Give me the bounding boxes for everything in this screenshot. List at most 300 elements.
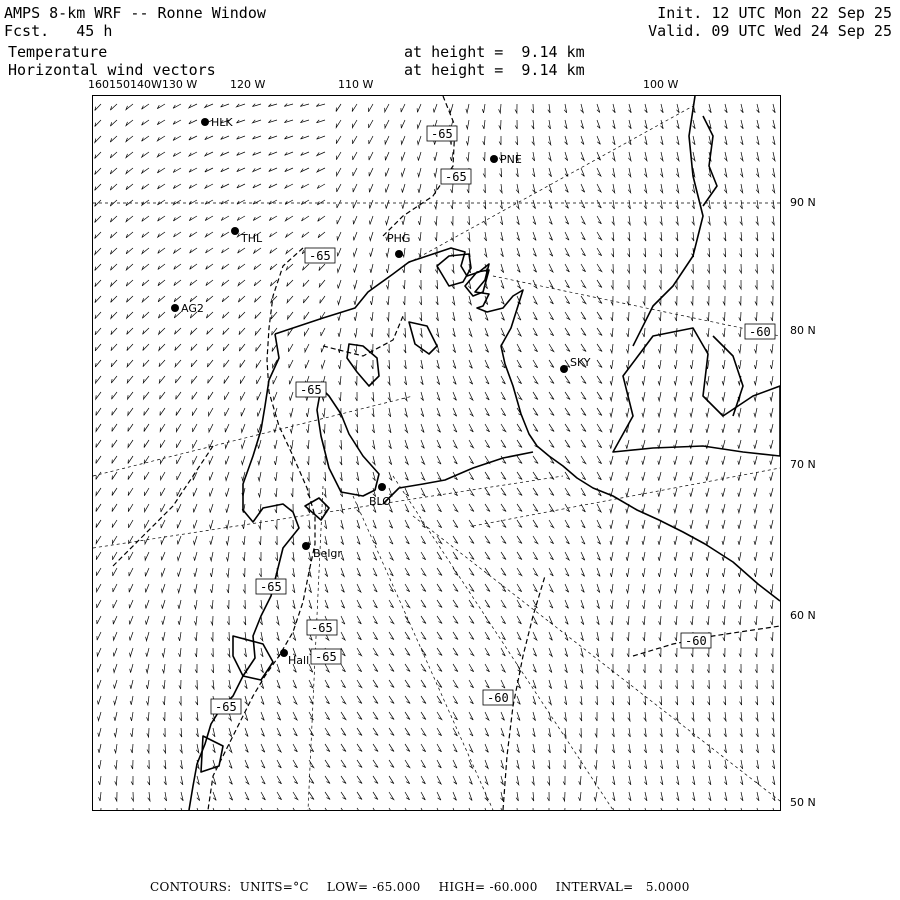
wind-arrow [724,760,727,769]
wind-arrow [533,312,537,320]
wind-arrow [126,152,133,158]
wind-arrow [421,712,426,720]
wind-arrow [658,472,661,481]
wind-arrow [369,168,373,176]
wind-arrow [189,104,197,108]
wind-arrow [309,696,313,704]
wind-arrow [772,248,774,257]
wind-arrow [484,248,487,257]
wind-arrow [580,712,582,721]
wind-arrow [157,104,165,109]
wind-arrow [532,168,535,177]
wind-arrow [157,152,165,157]
wind-arrow [274,472,277,481]
wind-arrow [253,168,261,172]
wind-arrow [389,728,394,735]
wind-arrow [565,296,570,304]
wind-arrow [261,744,265,752]
wind-arrow [706,408,709,417]
wind-arrow [357,808,362,811]
contour-label: -60 [749,325,771,339]
wind-arrow [254,264,261,270]
wind-arrow [755,280,757,289]
wind-arrow [453,552,458,560]
wind-arrow [549,632,552,640]
wind-arrow [627,664,629,673]
wind-arrow [597,584,600,593]
wind-arrow [221,104,229,107]
wind-arrow [691,680,693,689]
wind-arrow [180,728,182,737]
wind-arrow [533,696,536,705]
wind-arrow [658,376,661,385]
wind-arrow [611,328,613,337]
wind-arrow [706,456,709,465]
wind-arrow [277,776,282,784]
wind-arrow [549,280,553,288]
wind-arrow [115,760,118,769]
wind-arrow [642,552,645,561]
wind-arrow [421,392,424,401]
wind-arrow [142,296,149,302]
wind-arrow [353,152,357,160]
wind-arrow [579,760,581,769]
wind-arrow [500,168,502,177]
wind-arrow [405,776,410,784]
wind-arrow [453,488,458,496]
wind-arrow [450,152,453,161]
wind-arrow [549,168,552,177]
wind-arrow [420,360,423,369]
wind-arrow [95,152,101,159]
wind-arrow [145,600,149,609]
wind-arrow [437,600,442,607]
wind-arrow [317,168,325,172]
wind-arrow [164,808,167,811]
wind-arrow [724,248,726,257]
wind-arrow [691,280,693,289]
wind-arrow [293,616,296,625]
wind-arrow [644,200,646,209]
wind-arrow [212,680,214,689]
wind-arrow [300,104,309,107]
station-label-ag2: AG2 [181,302,204,315]
wind-arrow [389,440,392,449]
wind-arrow [485,360,489,368]
wind-arrow [533,632,537,640]
wind-arrow [353,248,357,257]
wind-arrow [724,728,726,737]
wind-arrow [276,600,279,609]
wind-arrow [612,744,615,753]
wind-arrow [706,488,709,497]
wind-arrow [533,536,538,544]
wind-arrow [96,456,101,463]
wind-arrow [434,168,437,177]
wind-arrow [205,200,213,204]
wind-arrow [323,456,325,465]
wind-arrow [340,504,343,513]
wind-arrow [158,280,165,286]
wind-arrow [274,456,277,465]
wind-arrow [565,616,568,624]
wind-arrow [177,440,182,448]
wind-arrow [451,184,453,193]
wind-arrow [325,728,330,736]
wind-arrow [243,568,245,577]
wind-arrow [405,696,410,703]
wind-arrow [341,536,344,545]
wind-arrow [229,728,232,737]
wind-arrow [341,696,346,704]
wind-arrow [325,744,330,752]
wind-arrow [676,776,679,785]
wind-arrow [353,136,358,144]
wind-arrow [722,504,725,513]
wind-arrow [643,280,645,289]
wind-arrow [501,520,506,527]
wind-arrow [301,184,309,188]
wind-arrow [417,104,421,112]
wind-arrow [517,264,520,272]
wind-arrow [610,552,613,561]
wind-arrow [129,616,133,624]
wind-arrow [159,360,165,367]
wind-arrow [739,600,742,609]
wind-arrow [193,488,197,496]
wind-arrow [739,280,741,289]
wind-arrow [707,600,710,609]
wind-arrow [644,232,646,241]
wind-arrow [144,424,149,432]
wind-arrow [549,296,553,304]
wind-arrow [255,328,261,335]
wind-arrow [628,168,631,177]
contour-label: -65 [431,127,453,141]
wind-arrow [452,264,454,273]
wind-arrow [469,328,472,337]
wind-arrow [404,360,406,369]
wind-arrow [115,808,117,811]
wind-arrow [469,408,473,416]
wind-arrow [277,808,282,811]
wind-arrow [340,472,342,481]
wind-arrow [517,392,522,400]
wind-arrow [581,568,585,576]
wind-arrow [581,328,586,336]
wind-arrow [549,248,553,256]
wind-arrow [357,632,361,640]
wind-arrow [723,648,725,657]
wind-arrow [114,728,117,737]
wind-arrow [453,648,458,656]
wind-arrow [706,472,709,481]
wind-arrow [597,120,600,128]
wind-arrow [485,312,488,321]
lon-label-160-130w: 160150140W130 W [88,78,198,91]
island-outline [713,336,743,416]
wind-arrow [453,376,456,384]
wind-arrow [597,440,602,448]
wind-arrow [533,184,536,193]
wind-arrow [741,120,744,129]
wind-arrow [110,136,117,142]
wind-arrow [738,408,741,417]
wind-arrow [756,152,759,161]
wind-arrow [501,552,506,560]
wind-arrow [610,392,613,401]
wind-arrow [485,680,489,688]
wind-arrow [469,696,473,704]
wind-arrow [309,792,314,800]
contour-minus-65 [113,446,213,566]
wind-arrow [437,440,441,448]
wind-arrow [405,408,408,417]
wind-arrow [516,200,519,209]
wind-arrow [147,744,149,753]
wind-arrow [453,424,457,432]
wind-arrow [190,296,197,302]
map-header-left [4,4,266,40]
ice-rise-outline [409,322,437,354]
wind-arrow [565,216,569,224]
wind-arrow [756,248,758,257]
wind-arrow [501,744,504,753]
wind-arrow [113,552,118,560]
wind-arrow [597,472,601,480]
wind-arrow [533,456,538,463]
wind-arrow [642,488,645,497]
wind-arrow [722,440,725,449]
wind-arrow [628,232,630,241]
wind-arrow [517,232,520,241]
wind-arrow [242,520,245,529]
wind-arrow [209,472,213,480]
wind-arrow [339,440,341,449]
wind-arrow [675,680,677,689]
wind-arrow [453,792,457,800]
wind-arrow [96,520,101,528]
wind-arrow [533,376,538,384]
wind-arrow [611,632,613,641]
wind-arrow [434,184,437,193]
wind-arrow [357,712,362,720]
wind-arrow [405,520,409,528]
wind-arrow [642,456,645,465]
wind-arrow [174,264,181,269]
wind-arrow [273,392,277,400]
wind-arrow [402,248,405,257]
wind-arrow [371,312,374,321]
wind-arrow [373,520,376,528]
wind-arrow [205,232,213,237]
wind-arrow [772,728,774,737]
wind-arrow [771,264,773,273]
wind-arrow [189,120,197,124]
wind-arrow [627,328,629,337]
wind-arrow [643,664,645,673]
wind-arrow [388,424,391,433]
graticule-line [413,516,780,801]
wind-arrow [287,280,293,286]
lat-label-90n: 90 N [790,196,816,209]
wind-arrow [676,136,679,145]
wind-arrow [500,808,503,811]
wind-arrow [706,376,709,385]
wind-arrow [180,744,182,753]
wind-arrow [417,120,421,128]
wind-arrow [193,504,197,512]
wind-arrow [453,664,458,672]
station-dot-belgr [302,542,310,550]
wind-arrow [437,568,442,576]
wind-arrow [612,808,615,811]
wind-arrow [211,632,213,641]
wind-arrow [226,504,229,513]
wind-arrow [274,424,277,433]
wind-arrow [772,136,775,145]
wind-arrow [517,216,520,225]
wind-arrow [549,520,554,528]
wind-arrow [644,184,647,193]
wind-arrow [163,728,165,737]
wind-arrow [547,792,549,801]
wind-arrow [129,600,133,608]
wind-arrow [533,712,536,721]
wind-arrow [146,680,149,689]
wind-arrow [385,136,389,144]
wind-arrow [772,744,775,753]
wind-arrow [772,184,775,193]
wind-arrow [738,488,741,497]
wind-arrow [274,440,277,449]
wind-arrow [146,616,150,625]
wind-arrow [112,408,117,415]
wind-arrow [277,632,280,641]
wind-arrow [189,152,197,156]
wind-arrow [130,664,133,673]
wind-arrow [692,232,694,241]
wind-arrow [738,520,741,529]
wind-arrow [581,280,586,288]
wind-arrow [355,392,357,401]
wind-arrow [126,120,133,126]
wind-arrow [659,312,661,321]
wind-arrow [643,264,645,273]
wind-arrow [387,312,389,321]
wind-arrow [659,264,661,273]
wind-arrow [176,392,181,399]
wind-arrow [564,744,566,753]
wind-arrow [610,360,613,369]
wind-arrow [594,792,597,801]
wind-arrow [772,216,774,225]
wind-arrow [144,488,149,496]
wind-arrow [627,312,629,321]
wind-arrow [190,248,197,253]
wind-arrow [373,632,378,640]
wind-arrow [517,248,520,257]
wind-arrow [469,552,474,559]
variable-temperature: Temperature [8,43,108,61]
wind-arrow [691,648,693,657]
wind-arrow [467,200,469,209]
wind-arrow [221,168,229,172]
wind-arrow [597,504,601,512]
wind-arrow [191,328,197,334]
wind-arrow [161,504,165,512]
wind-arrow [756,728,758,737]
wind-arrow [389,472,392,481]
wind-arrow [595,744,597,753]
wind-arrow [722,360,725,369]
wind-arrow [325,760,330,768]
wind-arrow [189,168,197,172]
wind-arrow [189,136,197,140]
wind-arrow [740,200,742,209]
wind-arrow [285,216,293,221]
wind-arrow [210,520,213,529]
wind-arrow [325,808,330,811]
wind-arrow [610,424,613,433]
wind-arrow [317,200,325,205]
wind-arrow [613,120,616,129]
wind-arrow [237,184,245,188]
wind-arrow [126,184,133,190]
wind-arrow [516,776,519,785]
wind-arrow [533,664,536,672]
wind-arrow [565,232,569,240]
wind-arrow [708,776,711,785]
wind-arrow [300,120,309,123]
wind-arrow [159,328,165,334]
wind-arrow [336,152,341,160]
wind-arrow [213,792,216,800]
wind-arrow [549,552,554,560]
wind-arrow [161,568,165,576]
wind-arrow [290,408,293,417]
wind-arrow [162,632,165,641]
wind-arrow [754,376,757,385]
coastline-peninsula [189,334,299,810]
wind-arrow [533,216,536,225]
wind-arrow [127,360,133,367]
wind-arrow [190,280,197,286]
wind-arrow [500,216,503,225]
wind-arrow [437,456,441,464]
wind-arrow [740,216,742,225]
wind-arrow [325,584,328,593]
wind-arrow [516,168,518,177]
wind-arrow [303,264,310,270]
wind-arrow [421,552,426,560]
wind-arrow [355,360,357,369]
wind-arrow [354,280,357,289]
wind-arrow [610,376,613,385]
wind-arrow [95,296,101,303]
wind-arrow [549,696,552,705]
wind-arrow [485,760,488,768]
wind-arrow [386,248,389,257]
wind-arrow [253,136,262,139]
wind-arrow [549,440,554,447]
wind-arrow [533,520,538,528]
coastline-ronne [275,248,780,601]
wind-arrow [515,104,517,113]
wind-arrow [175,360,181,367]
wind-arrow [388,360,390,369]
wind-arrow [177,472,181,480]
